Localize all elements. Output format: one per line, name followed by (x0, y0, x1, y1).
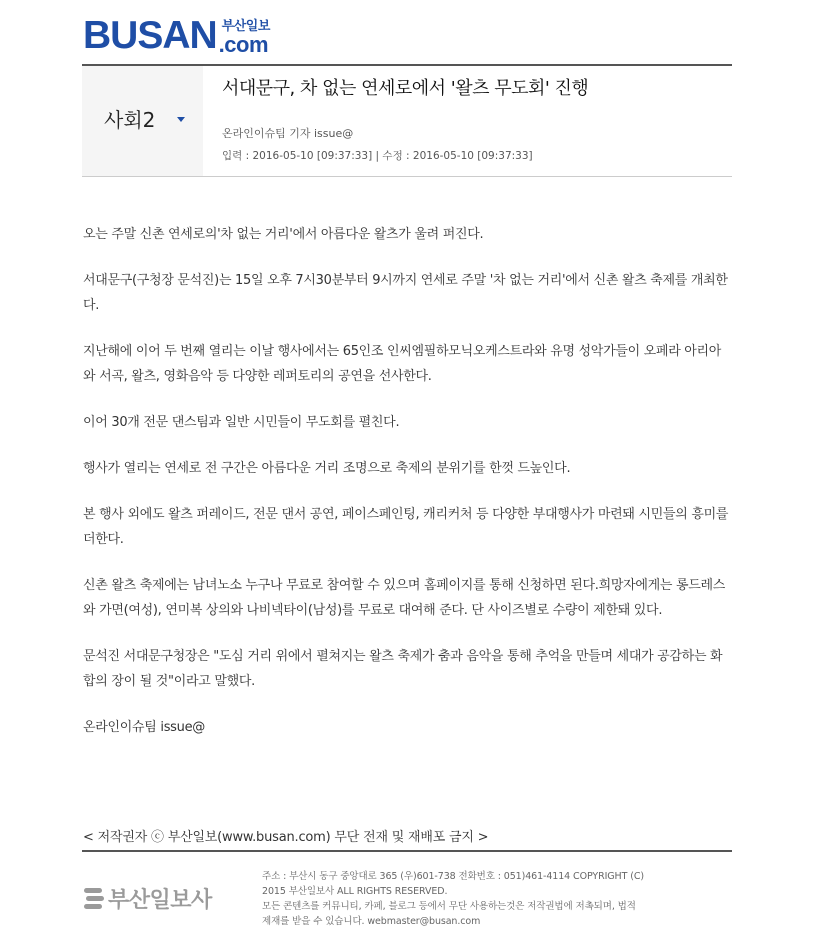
title-divider (82, 176, 732, 177)
article-reporter: 온라인이슈팀 기자 issue@ (222, 127, 354, 140)
article-body (83, 222, 733, 761)
article-paragraph: 오는 주말 신촌 연세로의'차 없는 거리'에서 아름다운 왈츠가 울려 퍼진다. (83, 227, 484, 242)
section-label: 사회2 (104, 108, 156, 132)
footer-company-name: 부산일보사 (108, 888, 212, 913)
copyright-notice: < 저작권자 ⓒ 부산일보(www.busan.com) 무단 전재 및 재배포 금지 > (83, 830, 489, 845)
footer-divider (82, 850, 732, 852)
logo-main-text: BUSAN (83, 14, 217, 57)
article-dates: 입력 : 2016-05-10 [09:37:33] | 수정 : 2016-05-10 [09:37:33] (222, 150, 533, 162)
logo-korean-text: 부산일보 (221, 19, 270, 34)
article-paragraph: 신촌 왈츠 축제에는 남녀노소 누구나 무료로 참여할 수 있으며 홈페이지를 통해 신청하면 된다.희망자에게는 롱드레스와 가면(여성), 연미복 상의와 나비넥타이(남성)를 무료로 대여해 준다. 단 사이즈별로 수량이 제한돼 있다. (83, 578, 726, 618)
article-paragraph: 문석진 서대문구청장은 "도심 거리 위에서 펼쳐지는 왈츠 축제가 춤과 음악을 통해 추억을 만들며 세대가 공감하는 화합의 장이 될 것"이라고 말했다. (83, 649, 723, 689)
article-byline: 온라인이슈팀 issue@ (83, 720, 205, 735)
article-paragraph: 행사가 열리는 연세로 전 구간은 아름다운 거리 조명으로 축제의 분위기를 한껏 드높인다. (83, 461, 571, 476)
footer-rights-line: 2015 부산일보사 ALL RIGHTS RESERVED. (262, 886, 448, 897)
footer-contact-line: 제재를 받을 수 있습니다. webmaster@busan.com (262, 916, 481, 927)
busan-ilbo-mark-icon (84, 887, 104, 911)
busan-logo[interactable] (83, 16, 270, 56)
article-paragraph: 지난해에 이어 두 번째 열리는 이날 행사에서는 65인조 인씨엠필하모닉오케스트라와 유명 성악가들이 오페라 아리아와 서곡, 왈츠, 영화음악 등 다양한 레퍼토리의 공연을 선사한다. (83, 344, 722, 384)
footer-logo (84, 883, 212, 914)
section-menu[interactable] (82, 66, 203, 176)
footer-notice-line: 모든 콘텐츠를 커뮤니티, 카페, 블로그 등에서 무단 사용하는것은 저작권법에 저촉되며, 법적 (262, 901, 636, 912)
caret-down-icon (177, 117, 185, 122)
footer-info (262, 869, 732, 929)
article-paragraph: 이어 30개 전문 댄스팀과 일반 시민들이 무도회를 펼친다. (83, 415, 400, 430)
footer-address-line: 주소 : 부산시 동구 중앙대로 365 (우)601-738 전화번호 : 051)461-4114 COPYRIGHT (C) (262, 871, 644, 882)
article-paragraph: 본 행사 외에도 왈츠 퍼레이드, 전문 댄서 공연, 페이스페인팅, 캐리커처 등 다양한 부대행사가 마련돼 시민들의 흥미를 더한다. (83, 507, 729, 547)
article-headline: 서대문구, 차 없는 연세로에서 '왈츠 무도회' 진행 (222, 78, 589, 99)
article-paragraph: 서대문구(구청장 문석진)는 15일 오후 7시30분부터 9시까지 연세로 주말 '차 없는 거리'에서 신촌 왈츠 축제를 개최한다. (83, 273, 728, 313)
logo-side (219, 16, 270, 56)
logo-com-text: .com (218, 32, 269, 57)
